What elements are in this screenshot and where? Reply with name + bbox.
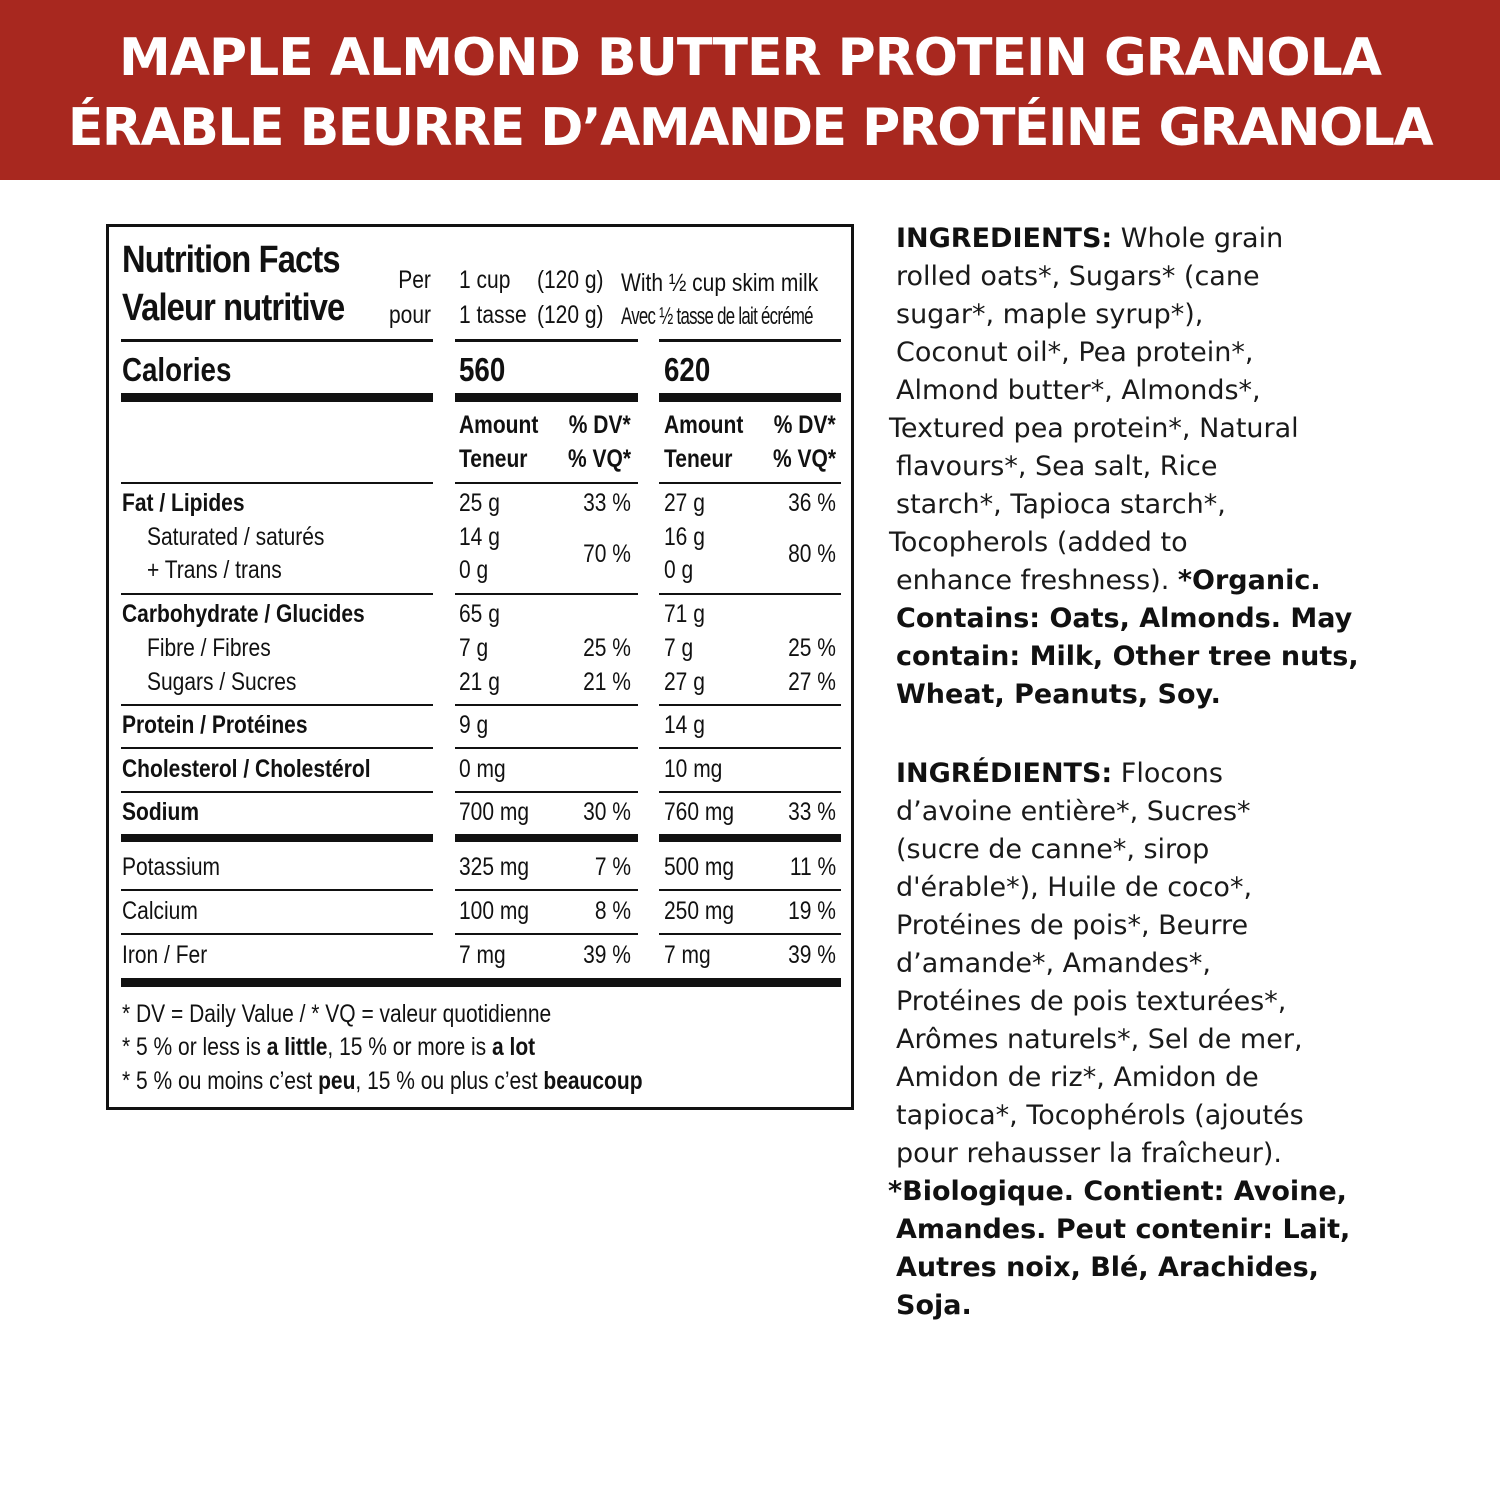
nutrient-dv-a: 7 % [594,853,631,881]
sat-trans-dv-a: 70 % [583,540,631,568]
nutrient-label: Calcium [122,897,198,925]
allergen-line-fr: Autres noix, Blé, Arachides, [896,1252,1319,1283]
ingredient-line: starch*, Tapioca starch*, [896,489,1226,520]
serving-size-en: 1 cup [459,266,511,294]
rule [455,747,638,749]
serving-size-fr: 1 tasse [459,301,527,329]
ingredient-line: Whole grain [1120,223,1284,254]
nutrient-label: + Trans / trans [147,556,282,584]
ingredient-line: Amidon de riz*, Amidon de [896,1062,1259,1093]
ingredient-line: rolled oats*, Sugars* (cane [896,261,1260,292]
ingredient-line: Flocons [1120,758,1223,789]
allergen-line-en: Wheat, Peanuts, Soy. [896,679,1221,710]
rule [455,933,638,935]
amount-header-a: Amount [459,411,539,439]
nutrient-amount-b: 7 mg [664,941,711,969]
with-milk-en: With ½ cup skim milk [621,269,819,297]
amount-header-b: Amount [664,411,744,439]
teneur-header-b: Teneur [664,445,733,473]
nutrition-title-fr: Valeur nutritive [122,287,345,329]
rule [659,747,841,749]
nutrient-amount-b: 27 g [664,668,705,696]
rule [659,791,841,793]
dv-header-a: % DV* [569,411,631,439]
rule-thick [659,393,841,402]
dv-header-b: % DV* [774,411,836,439]
rule [455,791,638,793]
nutrient-dv-a: 8 % [594,897,631,925]
nutrient-dv-a: 39 % [583,941,631,969]
rule [121,339,433,342]
ingredient-line: pour rehausser la fraîcheur). [896,1138,1282,1169]
serving-weight-fr: (120 g) [537,301,604,329]
rule-thick [659,834,841,842]
nutrient-amount-a: 0 g [459,556,489,584]
nutrient-amount-a: 65 g [459,600,500,628]
ingredient-line: flavours*, Sea salt, Rice [896,451,1218,482]
nutrition-facts-table [106,224,854,1110]
per-label: Per [398,266,431,294]
rule [121,593,433,595]
nutrient-label: Sodium [122,798,200,826]
nutrient-amount-a: 14 g [459,523,500,551]
ingredient-line: d’amande*, Amandes*, [896,948,1211,979]
allergen-line-fr: *Biologique. Contient: Avoine, [888,1176,1347,1207]
nutrient-dv-b: 27 % [788,668,836,696]
nutrient-amount-a: 7 mg [459,941,506,969]
ingredients-label-en: INGREDIENTS: [896,223,1113,254]
rule [659,933,841,935]
teneur-header-a: Teneur [459,445,528,473]
nutrient-amount-a: 700 mg [459,798,530,826]
nutrient-dv-a: 33 % [583,489,631,517]
with-milk-fr: Avec ½ tasse de lait écrémé [621,303,813,330]
product-title-en: MAPLE ALMOND BUTTER PROTEIN GRANOLA [118,28,1382,88]
nutrient-amount-b: 16 g [664,523,705,551]
ingredient-line: Tocopherols (added to [889,527,1188,558]
nutrient-amount-b: 27 g [664,489,705,517]
nutrient-dv-a: 25 % [583,634,631,662]
ingredient-line: Almond butter*, Almonds*, [896,375,1261,406]
nutrient-dv-b: 11 % [789,853,836,881]
rule-thick [455,393,638,402]
nutrient-amount-b: 0 g [664,556,694,584]
calories-label: Calories [122,351,232,388]
nutrient-label: Fibre / Fibres [147,634,271,662]
nutrient-amount-a: 21 g [459,668,500,696]
ingredient-line: (sucre de canne*, sirop [896,834,1210,865]
rule [659,482,841,484]
rule [121,933,433,935]
nutrition-title-en: Nutrition Facts [122,239,340,281]
title-banner [0,0,1500,180]
nutrient-amount-b: 760 mg [664,798,735,826]
nutrient-amount-a: 0 mg [459,755,506,783]
nutrient-amount-b: 10 mg [664,755,723,783]
ingredients-fr [888,755,1351,1325]
nutrient-amount-a: 100 mg [459,897,530,925]
footnote-dv: * DV = Daily Value / * VQ = valeur quotidienne [122,1000,552,1028]
footnote-fr: * 5 % ou moins c’est peu, 15 % ou plus c’est beaucoup [122,1067,643,1095]
ingredient-line: d’avoine entière*, Sucres* [896,796,1251,827]
vq-header-b: % VQ* [772,445,836,473]
nutrient-amount-a: 7 g [459,634,489,662]
ingredient-line: d'érable*), Huile de coco*, [896,872,1253,903]
rule [455,482,638,484]
calories-value-b: 620 [664,351,711,388]
nutrient-amount-b: 14 g [664,711,705,739]
nutrient-label: Fat / Lipides [122,489,245,517]
ingredient-line: sugar*, maple syrup*), [896,299,1204,330]
rule [121,791,433,793]
nutrient-amount-a: 325 mg [459,853,530,881]
rule [121,889,433,891]
ingredient-line: Protéines de pois*, Beurre [896,910,1249,941]
rule [455,889,638,891]
footnote-en: * 5 % or less is a little, 15 % or more is a lot [122,1033,536,1061]
nutrient-dv-a: 21 % [583,668,631,696]
allergen-line-fr: Amandes. Peut contenir: Lait, [896,1214,1351,1245]
product-title-fr: ÉRABLE BEURRE D’AMANDE PROTÉINE GRANOLA [67,98,1433,158]
nutrient-label: Sugars / Sucres [147,668,297,696]
nutrient-label: Protein / Protéines [122,711,308,739]
rule [659,704,841,706]
nutrient-dv-b: 39 % [788,941,836,969]
allergen-line-en: contain: Milk, Other tree nuts, [896,641,1359,672]
rule [455,593,638,595]
ingredients-label-fr: INGRÉDIENTS: [896,758,1113,789]
ingredient-line: Textured pea protein*, Natural [889,413,1299,444]
serving-weight: (120 g) [537,266,604,294]
organic-note-en: *Organic. [1177,565,1321,596]
allergen-line-en: Contains: Oats, Almonds. May [896,603,1353,634]
rule [121,482,433,484]
nutrient-amount-a: 9 g [459,711,489,739]
nutrient-amount-b: 7 g [664,634,694,662]
ingredients-en [889,220,1359,714]
nutrient-dv-b: 19 % [788,897,836,925]
rule-thick [121,834,433,842]
nutrient-label: Saturated / saturés [147,523,325,551]
ingredient-line: Coconut oil*, Pea protein*, [896,337,1254,368]
nutrient-label: Cholesterol / Cholestérol [122,755,371,783]
pour-label: pour [388,301,431,329]
nutrient-dv-b: 25 % [788,634,836,662]
nutrient-dv-b: 33 % [788,798,836,826]
rule [455,339,638,342]
sat-trans-dv-b: 80 % [788,540,836,568]
nutrient-amount-b: 500 mg [664,853,735,881]
rule [121,747,433,749]
rule [659,339,841,342]
nutrient-label: Potassium [122,853,221,881]
nutrient-dv-b: 36 % [788,489,836,517]
rule-thick [455,834,638,842]
rule [455,704,638,706]
ingredient-line: tapioca*, Tocophérols (ajoutés [896,1100,1304,1131]
vq-header-a: % VQ* [567,445,631,473]
ingredient-line: Arômes naturels*, Sel de mer, [896,1024,1303,1055]
nutrient-amount-b: 71 g [664,600,705,628]
nutrient-label: Carbohydrate / Glucides [122,600,365,628]
allergen-line-fr: Soja. [896,1290,972,1321]
rule [659,593,841,595]
rule [659,889,841,891]
rule-thick [121,393,433,402]
nutrient-dv-a: 30 % [583,798,631,826]
nutrient-amount-b: 250 mg [664,897,735,925]
ingredient-line: enhance freshness). [896,565,1170,596]
calories-value-a: 560 [459,351,506,388]
nutrient-amount-a: 25 g [459,489,500,517]
nutrient-label: Iron / Fer [122,941,208,969]
rule-thick-full [121,978,841,987]
ingredient-line: Protéines de pois texturées*, [896,986,1287,1017]
rule [121,704,433,706]
